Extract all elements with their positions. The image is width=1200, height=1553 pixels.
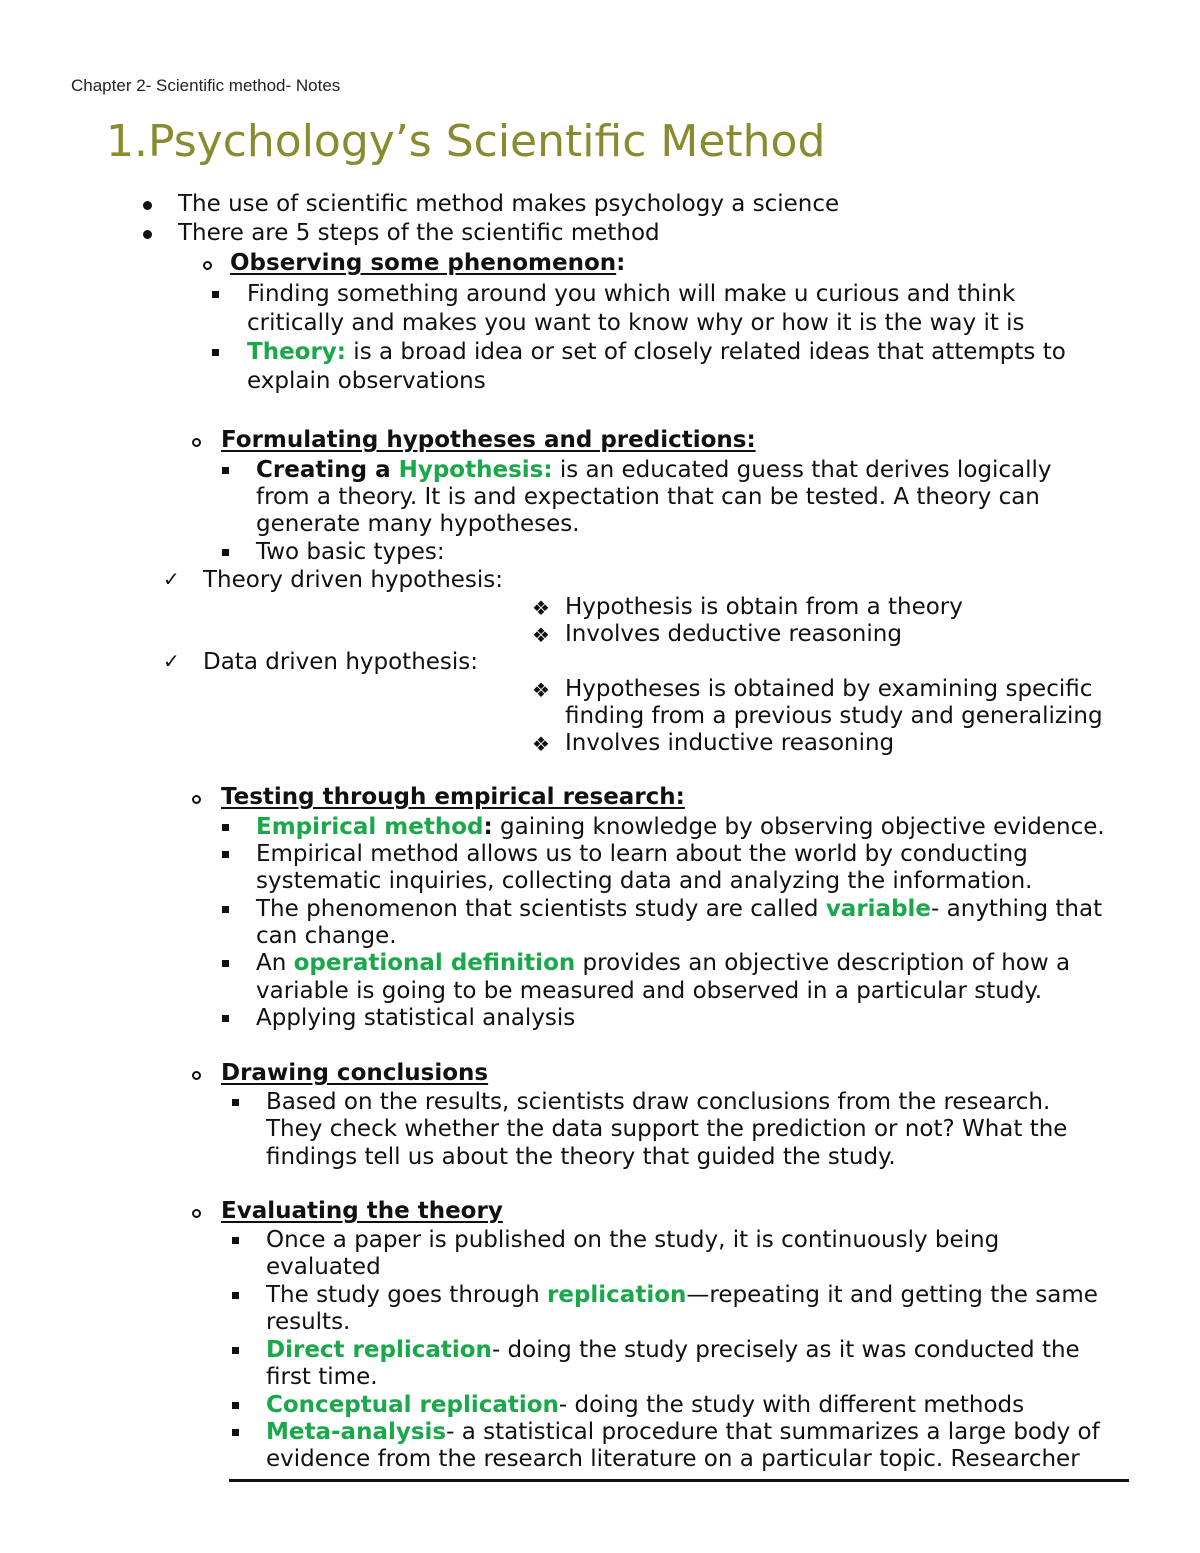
term-meta-analysis: Meta-analysis bbox=[266, 1419, 447, 1445]
step1-heading bbox=[230, 252, 625, 275]
statistics-line: Applying statistical analysis bbox=[256, 1005, 576, 1031]
replication-line-2: results. bbox=[266, 1309, 351, 1335]
heading-colon: : bbox=[616, 250, 626, 276]
term-conceptual-replication: Conceptual replication bbox=[266, 1392, 559, 1418]
variable-rest: - anything that bbox=[931, 896, 1103, 922]
empirical-line bbox=[256, 816, 1105, 839]
bullet-circle-icon bbox=[192, 795, 201, 804]
step5-heading: Evaluating the theory bbox=[221, 1198, 503, 1224]
bullet-square-icon bbox=[222, 467, 229, 474]
term-theory: Theory: bbox=[247, 339, 346, 365]
td-line: Hypothesis is obtain from a theory bbox=[565, 594, 963, 620]
term-empirical-method: Empirical method bbox=[256, 814, 484, 840]
bullet-square-icon bbox=[222, 906, 229, 913]
meta-analysis-line-2: evidence from the research literature on a particular topic. Researcher bbox=[266, 1446, 1080, 1472]
bullet-dot-icon bbox=[143, 201, 152, 210]
operational-pre: An bbox=[256, 950, 294, 976]
meta-analysis-rest: - a statistical procedure that summarizes a large body of bbox=[446, 1419, 1100, 1445]
dd-line: finding from a previous study and generalizing bbox=[565, 703, 1103, 729]
empirical2-line: systematic inquiries, collecting data and analyzing the information. bbox=[256, 868, 1033, 894]
bullet-square-icon bbox=[232, 1347, 239, 1354]
hypothesis-text: is an educated guess that derives logically bbox=[552, 457, 1052, 483]
bullet-square-icon bbox=[222, 1015, 229, 1022]
bullet-square-icon bbox=[212, 349, 219, 356]
term-operational-definition: operational definition bbox=[293, 950, 576, 976]
empirical2-line: Empirical method allows us to learn about the world by conducting bbox=[256, 841, 1028, 867]
operational-line bbox=[256, 952, 1070, 975]
bullet-square-icon bbox=[222, 824, 229, 831]
hypothesis-line-2: from a theory. It is and expectation that can be tested. A theory can bbox=[256, 484, 1040, 510]
data-driven: Data driven hypothesis: bbox=[203, 649, 479, 675]
direct-replication-line-2: first time. bbox=[266, 1364, 378, 1390]
bullet-circle-icon bbox=[192, 1071, 201, 1080]
conclusion-line: findings tell us about the theory that guided the study. bbox=[266, 1144, 896, 1170]
bullet-circle-icon bbox=[192, 438, 201, 447]
dd-line: Hypotheses is obtained by examining specific bbox=[565, 676, 1093, 702]
step-heading-text: Observing some phenomenon bbox=[230, 250, 617, 276]
evaluate-line: Once a paper is published on the study, it is continuously being bbox=[266, 1227, 1000, 1253]
page-header: Chapter 2- Scientific method- Notes bbox=[71, 76, 341, 95]
bullet-square-icon bbox=[222, 851, 229, 858]
conclusion-line: Based on the results, scientists draw conclusions from the research. bbox=[266, 1089, 1051, 1115]
step3-heading: Testing through empirical research: bbox=[221, 784, 685, 810]
diamond-bullet-icon: ❖ bbox=[532, 678, 550, 702]
bullet-circle-icon bbox=[203, 261, 212, 270]
evaluate-line: evaluated bbox=[266, 1254, 381, 1280]
bullet-square-icon bbox=[232, 1429, 239, 1436]
replication-rest: —repeating it and getting the same bbox=[686, 1282, 1098, 1308]
page-title: 1.Psychology’s Scientific Method bbox=[106, 116, 826, 167]
bullet-square-icon bbox=[222, 960, 229, 967]
operational-line-2: variable is going to be measured and observed in a particular study. bbox=[256, 978, 1043, 1004]
bullet-circle-icon bbox=[192, 1209, 201, 1218]
replication-line bbox=[266, 1284, 1098, 1307]
variable-pre: The phenomenon that scientists study are called bbox=[256, 896, 826, 922]
creating-text: Creating a bbox=[256, 457, 399, 483]
direct-replication-rest: - doing the study precisely as it was conducted the bbox=[491, 1337, 1080, 1363]
theory-line-2: explain observations bbox=[247, 368, 486, 394]
intro-line: The use of scientific method makes psychology a science bbox=[178, 191, 840, 217]
bullet-square-icon bbox=[232, 1237, 239, 1244]
bullet-dot-icon bbox=[143, 230, 152, 239]
conceptual-replication-line bbox=[266, 1394, 1024, 1417]
step1-item-line: critically and makes you want to know why or how it is the way it is bbox=[247, 310, 1025, 336]
meta-analysis-line bbox=[266, 1421, 1100, 1444]
term-variable: variable bbox=[825, 896, 932, 922]
step1-item-line: Finding something around you which will make u curious and think bbox=[247, 281, 1016, 307]
hypothesis-line bbox=[256, 459, 1052, 482]
check-icon: ✓ bbox=[163, 567, 180, 591]
bullet-square-icon bbox=[232, 1292, 239, 1299]
term-replication: replication bbox=[547, 1282, 687, 1308]
bottom-rule bbox=[229, 1479, 1129, 1482]
bullet-square-icon bbox=[232, 1099, 239, 1106]
intro-line: There are 5 steps of the scientific method bbox=[178, 220, 660, 246]
bullet-square-icon bbox=[222, 549, 229, 556]
step4-heading: Drawing conclusions bbox=[221, 1060, 489, 1086]
two-types: Two basic types: bbox=[256, 539, 445, 565]
diamond-bullet-icon: ❖ bbox=[532, 623, 550, 647]
theory-driven: Theory driven hypothesis: bbox=[203, 567, 504, 593]
td-line: Involves deductive reasoning bbox=[565, 621, 902, 647]
term-hypothesis: Hypothesis: bbox=[398, 457, 553, 483]
check-icon: ✓ bbox=[163, 649, 180, 673]
direct-replication-line bbox=[266, 1339, 1080, 1362]
empirical-text: gaining knowledge by observing objective evidence. bbox=[492, 814, 1105, 840]
operational-rest: provides an objective description of how a bbox=[575, 950, 1071, 976]
diamond-bullet-icon: ❖ bbox=[532, 596, 550, 620]
variable-line bbox=[256, 898, 1102, 921]
hypothesis-line-3: generate many hypotheses. bbox=[256, 511, 580, 537]
emp-colon: : bbox=[483, 814, 493, 840]
conclusion-line: They check whether the data support the prediction or not? What the bbox=[266, 1116, 1068, 1142]
step2-heading: Formulating hypotheses and predictions: bbox=[221, 427, 756, 453]
theory-text: is a broad idea or set of closely related ideas that attempts to bbox=[346, 339, 1066, 365]
term-direct-replication: Direct replication bbox=[266, 1337, 492, 1363]
variable-line-2: can change. bbox=[256, 923, 397, 949]
theory-line bbox=[247, 341, 1066, 364]
dd-line: Involves inductive reasoning bbox=[565, 730, 895, 756]
bullet-square-icon bbox=[232, 1402, 239, 1409]
bullet-square-icon bbox=[212, 291, 219, 298]
conceptual-replication-rest: - doing the study with different methods bbox=[558, 1392, 1025, 1418]
replication-pre: The study goes through bbox=[266, 1282, 547, 1308]
diamond-bullet-icon: ❖ bbox=[532, 732, 550, 756]
